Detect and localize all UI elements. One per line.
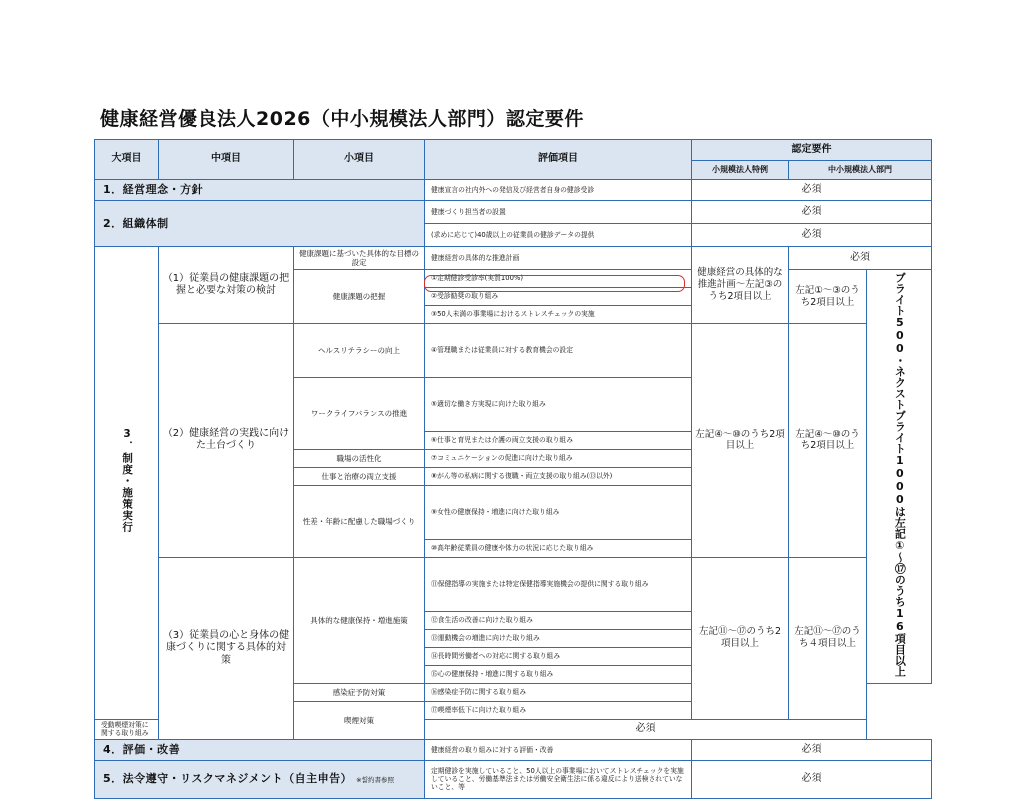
eval-item: ⑪保健指導の実施または特定保健指導実施機会の提供に関する取り組み	[425, 557, 692, 611]
requirement-cell: 必須	[789, 247, 932, 270]
eval-item: 健康経営の取り組みに対する評価・改善	[425, 739, 692, 760]
middle-item-3: （3）従業員の心と身体の健康づくりに関する具体的対策	[159, 557, 294, 739]
eval-item: ⑩高年齢従業員の健康や体力の状況に応じた取り組み	[425, 539, 692, 557]
eval-item: ⑨女性の健康保持・増進に向けた取り組み	[425, 485, 692, 539]
eval-item: ②受診勧奨の取り組み	[425, 288, 692, 306]
certification-requirements-table	[94, 139, 932, 799]
eval-item: ⑬運動機会の増進に向けた取り組み	[425, 629, 692, 647]
eval-item: ⑥仕事と育児または介護の両立支援の取り組み	[425, 431, 692, 449]
eval-item: 受動喫煙対策に関する取り組み	[95, 719, 159, 739]
header-minor: 小項目	[294, 140, 425, 180]
sme-condition-2: 左記④～⑩のうち2項目以上	[789, 324, 867, 558]
eval-item: ④管理職または従業員に対する教育機会の設定	[425, 324, 692, 378]
eval-item: ⑯感染症予防に関する取り組み	[425, 683, 692, 701]
eval-item: 健康宣言の社内外への発信及び経営者自身の健診受診	[425, 180, 692, 201]
header-eval: 評価項目	[425, 140, 692, 180]
sme-condition-1: 左記①～③のうち2項目以上	[789, 270, 867, 324]
minor-item: 喫煙対策	[294, 701, 425, 739]
minor-item: ワークライフバランスの推進	[294, 377, 425, 449]
requirement-cell: 必須	[692, 224, 932, 247]
bright-note: ブライト500・ネクストブライト1000は左記①～⑰のうち16項目以上	[867, 270, 932, 684]
minor-item: 職場の活性化	[294, 449, 425, 467]
requirement-cell: 必須	[692, 180, 932, 201]
header-major: 大項目	[95, 140, 159, 180]
eval-item: ⑭長時間労働者への対応に関する取り組み	[425, 647, 692, 665]
eval-item: 健康経営の具体的な推進計画	[425, 247, 692, 270]
sme-condition-3: 左記⑪～⑰のうち４項目以上	[789, 557, 867, 719]
eval-item: ⑰喫煙率低下に向けた取り組み	[425, 701, 692, 719]
page-title: 健康経営優良法人2026（中小規模法人部門）認定要件	[100, 108, 584, 130]
requirement-cell: 必須	[692, 739, 932, 760]
middle-item-2: （2）健康経営の実践に向けた土台づくり	[159, 324, 294, 558]
requirement-cell: 必須	[692, 201, 932, 224]
category-5-note: ※誓約書参照	[356, 776, 395, 785]
category-3: 3．制度・施策実行	[95, 247, 159, 720]
eval-item: ⑫食生活の改善に向けた取り組み	[425, 611, 692, 629]
minor-item: 感染症予防対策	[294, 683, 425, 701]
eval-item: ⑤適切な働き方実現に向けた取り組み	[425, 377, 692, 431]
requirement-cell: 必須	[692, 760, 932, 798]
small-special-condition-2: 左記④～⑩のうち2項目以上	[692, 324, 789, 558]
eval-item: 健康づくり担当者の設置	[425, 201, 692, 224]
header-cert: 認定要件	[692, 140, 932, 161]
header-sme: 中小規模法人部門	[789, 161, 932, 180]
minor-item: 性差・年齢に配慮した職場づくり	[294, 485, 425, 557]
minor-item: 健康課題に基づいた具体的な目標の設定	[294, 247, 425, 270]
category-5-label: 5．法令遵守・リスクマネジメント（自主申告）	[103, 772, 353, 786]
header-middle: 中項目	[159, 140, 294, 180]
category-2: 2．組織体制	[95, 201, 425, 247]
minor-item: 健康課題の把握	[294, 270, 425, 324]
minor-item: ヘルスリテラシーの向上	[294, 324, 425, 378]
eval-item: ⑮心の健康保持・増進に関する取り組み	[425, 665, 692, 683]
eval-item: ⑧がん等の私病に関する復職・両立支援の取り組み(⑬以外)	[425, 467, 692, 485]
eval-item: ⑦コミュニケーションの促進に向けた取り組み	[425, 449, 692, 467]
minor-item: 仕事と治療の両立支援	[294, 467, 425, 485]
middle-item-1: （1）従業員の健康課題の把握と必要な対策の検討	[159, 247, 294, 324]
category-4: 4．評価・改善	[95, 739, 425, 760]
category-5	[95, 760, 425, 798]
eval-item: ①定期健診受診率(実質100%)	[425, 270, 692, 288]
eval-item: ③50人未満の事業場におけるストレスチェックの実施	[425, 306, 692, 324]
eval-item: 定期健診を実施していること、50人以上の事業場においてストレスチェックを実施していること、労働基準法または労働安全衛生法に係る違反により送検されていないこと、等	[425, 760, 692, 798]
eval-item: (求めに応じて)40歳以上の従業員の健診データの提供	[425, 224, 692, 247]
small-special-condition-1: 健康経営の具体的な推進計画～左記③のうち2項目以上	[692, 247, 789, 324]
header-small-special: 小規模法人特例	[692, 161, 789, 180]
requirement-cell: 必須	[425, 719, 867, 739]
small-special-condition-3: 左記⑪～⑰のうち2項目以上	[692, 557, 789, 719]
minor-item: 具体的な健康保持・増進施策	[294, 557, 425, 683]
category-1: 1．経営理念・方針	[95, 180, 425, 201]
